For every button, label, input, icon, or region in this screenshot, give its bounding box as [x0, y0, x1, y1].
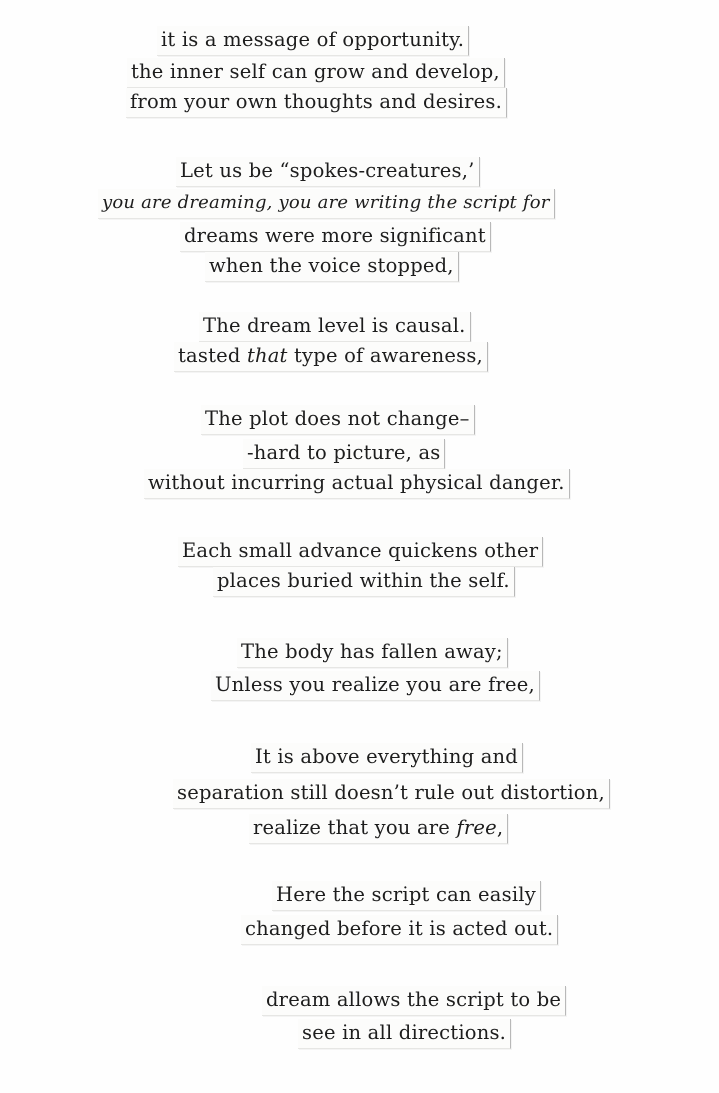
emphasized-word: that — [246, 344, 288, 367]
poem-line: It is above everything and — [251, 743, 523, 773]
poem-line: The body has fallen away; — [237, 638, 508, 668]
poem-line-part: , — [496, 816, 504, 839]
poem-line: Each small advance quickens other — [178, 537, 543, 567]
poem-line — [249, 814, 508, 844]
poem-line: dream allows the script to be — [262, 986, 566, 1016]
poem-line: without incurring actual physical danger. — [144, 469, 570, 499]
poem-line — [174, 342, 488, 372]
poem-line: the inner self can grow and develop, — [127, 58, 505, 88]
poem-line: Unless you realize you are free, — [211, 671, 540, 701]
poem-line: Let us be “spokes-creatures,’ — [176, 157, 480, 187]
poem-line: from your own thoughts and desires. — [126, 88, 507, 118]
poem-line: changed before it is acted out. — [241, 915, 558, 945]
poem-line: The dream level is causal. — [199, 312, 471, 342]
poem-line: see in all directions. — [298, 1019, 511, 1049]
poem-line: separation still doesn’t rule out distortion, — [173, 779, 610, 809]
poem-line: it is a message of opportunity. — [157, 26, 469, 56]
emphasized-word: free — [456, 816, 497, 839]
poem-line: dreams were more significant — [180, 222, 491, 252]
poem-line: -hard to picture, as — [243, 439, 445, 469]
poem-line-part: realize that you are — [253, 816, 457, 839]
poem-line: you are dreaming, you are writing the script for — [98, 189, 555, 219]
poem-line-part: tasted — [178, 344, 247, 367]
poem-line: Here the script can easily — [272, 881, 541, 911]
poem-line: when the voice stopped, — [205, 252, 459, 282]
poem-line: The plot does not change– — [201, 405, 475, 435]
poem-line-part: type of awareness, — [287, 344, 483, 367]
poem-line: places buried within the self. — [213, 567, 515, 597]
